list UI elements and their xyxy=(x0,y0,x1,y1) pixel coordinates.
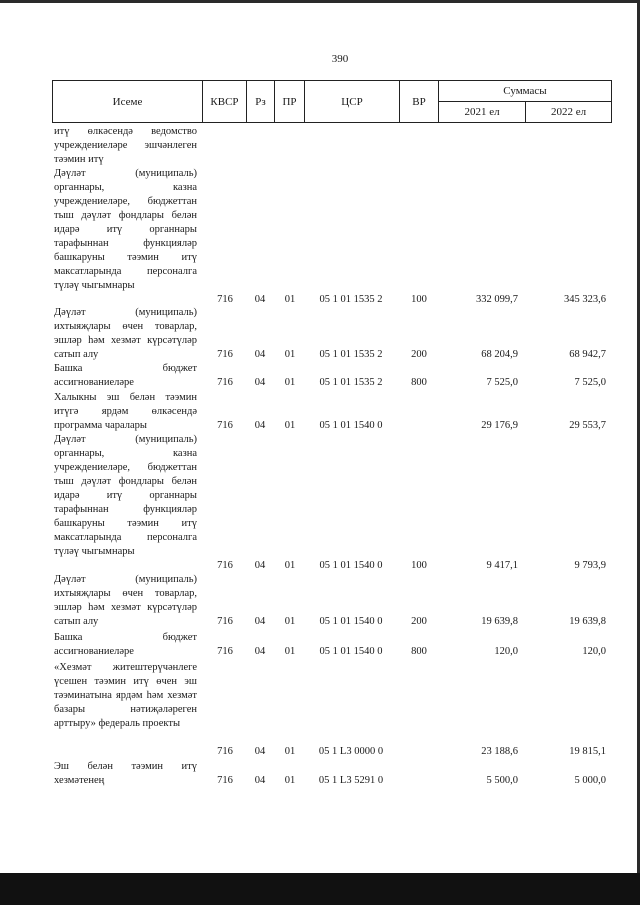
scan-edge-bottom xyxy=(0,873,640,905)
row-name: Дәүләт (муниципаль) органнары, казна учреждениеләре, бюджеттан тыш дәүләт фондлары белән идарә итү органнары тарафыннан функцияләр башкаруны тәэмин итү максатларында персоналга түләү чыгымнары xyxy=(54,434,197,557)
row-amount-2022: 68 942,7 xyxy=(569,349,606,360)
header-pr: ПР xyxy=(274,80,305,123)
row-rz: 04 xyxy=(254,349,266,360)
header-year-2022: 2022 ел xyxy=(525,101,612,123)
row-amount-2022: 5 000,0 xyxy=(574,775,606,786)
row-csr: 05 1 01 1540 0 xyxy=(319,616,383,627)
row-pr: 01 xyxy=(284,349,296,360)
row-kvsr: 716 xyxy=(217,420,233,431)
row-kvsr: 716 xyxy=(217,560,233,571)
row-pr: 01 xyxy=(284,775,296,786)
row-csr: 05 1 L3 5291 0 xyxy=(318,775,384,786)
row-vr: 800 xyxy=(411,377,427,388)
header-rz: Рз xyxy=(246,80,275,123)
row-csr: 05 1 01 1540 0 xyxy=(319,560,383,571)
row-rz: 04 xyxy=(254,294,266,305)
header-csr: ЦСР xyxy=(304,80,400,123)
row-name: «Хезмәт житештерүчәнлеге үсешен тәэмин итү өчен эш тәэминатына ярдәм һәм хезмәт базары нәтиҗәләреген арттыру» федераль проекты xyxy=(54,662,197,729)
page-number: 390 xyxy=(331,53,349,65)
row-amount-2021: 5 500,0 xyxy=(486,775,518,786)
row-pr: 01 xyxy=(284,294,296,305)
row-pr: 01 xyxy=(284,377,296,388)
row-vr: 100 xyxy=(411,560,427,571)
row-amount-2022: 19 815,1 xyxy=(569,746,606,757)
row-amount-2022: 9 793,9 xyxy=(574,560,606,571)
row-vr: 200 xyxy=(411,349,427,360)
row-kvsr: 716 xyxy=(217,349,233,360)
row-name: Дәүләт (муниципаль) органнары, казна учреждениеләре, бюджеттан тыш дәүләт фондлары белән идарә итү органнары тарафыннан функцияләр башкаруны тәэмин итү максатларында персоналга түләү чыгымнары xyxy=(54,168,197,291)
header-vr: ВР xyxy=(399,80,439,123)
row-rz: 04 xyxy=(254,560,266,571)
row-csr: 05 1 01 1535 2 xyxy=(319,349,383,360)
row-csr: 05 1 01 1540 0 xyxy=(319,420,383,431)
row-kvsr: 716 xyxy=(217,646,233,657)
row-vr: 200 xyxy=(411,616,427,627)
row-amount-2021: 332 099,7 xyxy=(476,294,518,305)
row-amount-2022: 19 639,8 xyxy=(569,616,606,627)
scan-edge-top xyxy=(0,0,640,3)
row-amount-2022: 29 553,7 xyxy=(569,420,606,431)
header-sums: Суммасы xyxy=(438,80,612,102)
row-pr: 01 xyxy=(284,560,296,571)
row-name: Халыкны эш белән тәэмин итүгә ярдәм өлкәсендә программа чаралары xyxy=(54,392,197,431)
row-amount-2021: 9 417,1 xyxy=(486,560,518,571)
row-pr: 01 xyxy=(284,646,296,657)
row-rz: 04 xyxy=(254,420,266,431)
row-rz: 04 xyxy=(254,377,266,388)
header-name: Исеме xyxy=(52,80,203,123)
row-amount-2021: 120,0 xyxy=(494,646,518,657)
row-kvsr: 716 xyxy=(217,294,233,305)
row-amount-2022: 120,0 xyxy=(582,646,606,657)
row-amount-2022: 345 323,6 xyxy=(564,294,606,305)
row-kvsr: 716 xyxy=(217,616,233,627)
row-rz: 04 xyxy=(254,775,266,786)
header-year-2021: 2021 ел xyxy=(438,101,526,123)
row-vr: 100 xyxy=(411,294,427,305)
row-amount-2022: 7 525,0 xyxy=(574,377,606,388)
row-amount-2021: 68 204,9 xyxy=(481,349,518,360)
row-kvsr: 716 xyxy=(217,746,233,757)
row-name: итү өлкәсендә ведомство учреждениеләре эшчәнлеген тәэмин итү xyxy=(54,126,197,165)
row-amount-2021: 23 188,6 xyxy=(481,746,518,757)
row-amount-2021: 29 176,9 xyxy=(481,420,518,431)
row-rz: 04 xyxy=(254,616,266,627)
row-name: Дәүләт (муниципаль) ихтыяҗлары өчен товарлар, эшләр һәм хезмәт күрсәтүләр сатып алу xyxy=(54,574,197,627)
row-amount-2021: 19 639,8 xyxy=(481,616,518,627)
row-rz: 04 xyxy=(254,646,266,657)
row-name: Башка бюджет ассигнованиеләре xyxy=(54,632,197,657)
row-pr: 01 xyxy=(284,746,296,757)
row-name: Эш белән тәэмин итү хезмәтенең xyxy=(54,761,197,786)
row-csr: 05 1 01 1540 0 xyxy=(319,646,383,657)
row-amount-2021: 7 525,0 xyxy=(486,377,518,388)
row-pr: 01 xyxy=(284,420,296,431)
row-pr: 01 xyxy=(284,616,296,627)
row-csr: 05 1 01 1535 2 xyxy=(319,377,383,388)
row-name: Башка бюджет ассигнованиеләре xyxy=(54,363,197,388)
row-name: Дәүләт (муниципаль) ихтыяҗлары өчен товарлар, эшләр һәм хезмәт күрсәтүләр сатып алу xyxy=(54,307,197,360)
row-rz: 04 xyxy=(254,746,266,757)
row-vr: 800 xyxy=(411,646,427,657)
row-kvsr: 716 xyxy=(217,377,233,388)
row-kvsr: 716 xyxy=(217,775,233,786)
row-csr: 05 1 L3 0000 0 xyxy=(318,746,384,757)
header-kvsr: КВСР xyxy=(202,80,247,123)
row-csr: 05 1 01 1535 2 xyxy=(319,294,383,305)
